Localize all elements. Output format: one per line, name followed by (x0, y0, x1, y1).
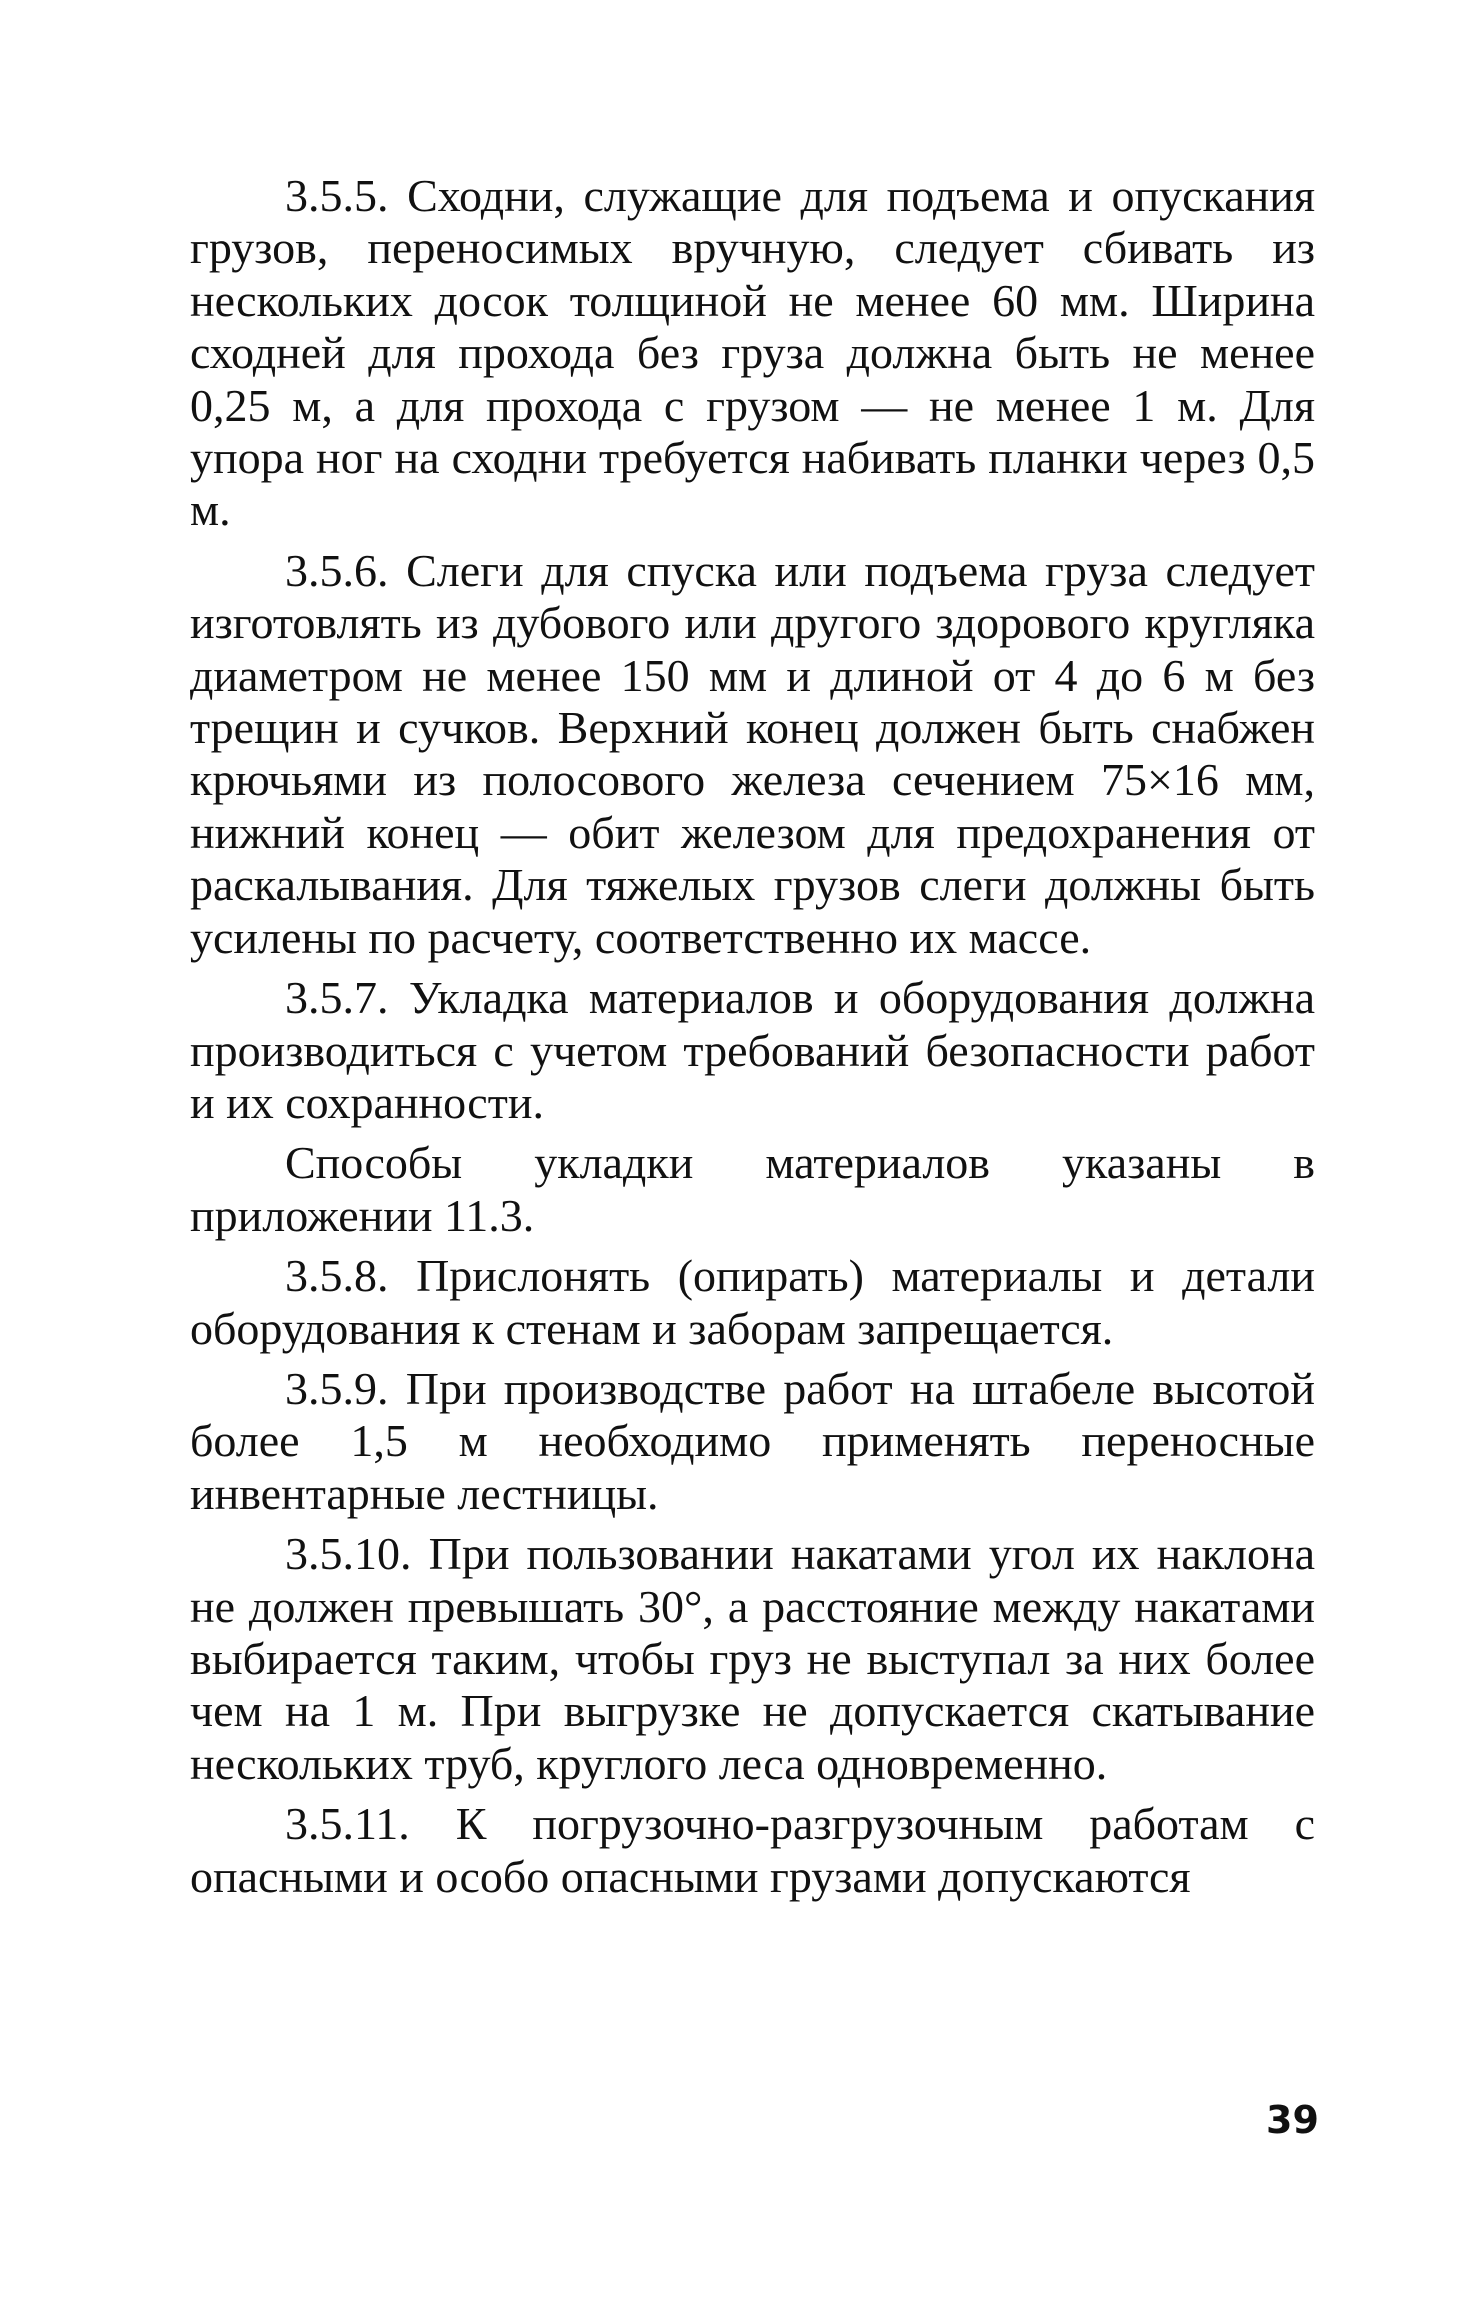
page-number: 39 (1266, 2098, 1319, 2142)
paragraph-3-5-6: 3.5.6. Слеги для спуска или подъема груза следует изготовлять из дубового или другого здорового кругляка диаметром не менее 150 мм и длиной от 4 до 6 м без трещин и сучков. Верхний конец должен быть снабжен крючьями из полосового железа сечением 75×16 мм, нижний конец — обит железом для предохранения от раскалывания. Для тяжелых грузов слеги должны быть усилены по расчету, соответственно их массе. (190, 544, 1315, 963)
paragraph-3-5-5: 3.5.5. Сходни, служащие для подъема и опускания грузов, переносимых вручную, следует сбивать из нескольких досок толщиной не менее 60 мм. Ширина сходней для прохода без груза должна быть не менее 0,25 м, а для прохода с грузом — не менее 1 м. Для упора ног на сходни требуется набивать планки через 0,5 м. (190, 170, 1315, 536)
paragraph-3-5-7: 3.5.7. Укладка материалов и оборудования должна производиться с учетом требований безопасности работ и их сохранности. (190, 972, 1315, 1128)
paragraph-stacking-methods: Способы укладки материалов указаны в приложении 11.3. (190, 1137, 1315, 1241)
paragraph-3-5-8: 3.5.8. Прислонять (опирать) материалы и детали оборудования к стенам и заборам запрещается. (190, 1250, 1315, 1354)
paragraph-3-5-10: 3.5.10. При пользовании накатами угол их наклона не должен превышать 30°, а расстояние между накатами выбирается таким, чтобы груз не выступал за них более чем на 1 м. При выгрузке не допускается скатывание нескольких труб, круглого леса одновременно. (190, 1528, 1315, 1789)
paragraph-3-5-11: 3.5.11. К погрузочно-разгрузочным работам с опасными и особо опасными грузами допускаются (190, 1798, 1315, 1902)
paragraph-3-5-9: 3.5.9. При производстве работ на штабеле высотой более 1,5 м необходимо применять переносные инвентарные лестницы. (190, 1362, 1315, 1519)
body-text (190, 170, 1315, 1911)
